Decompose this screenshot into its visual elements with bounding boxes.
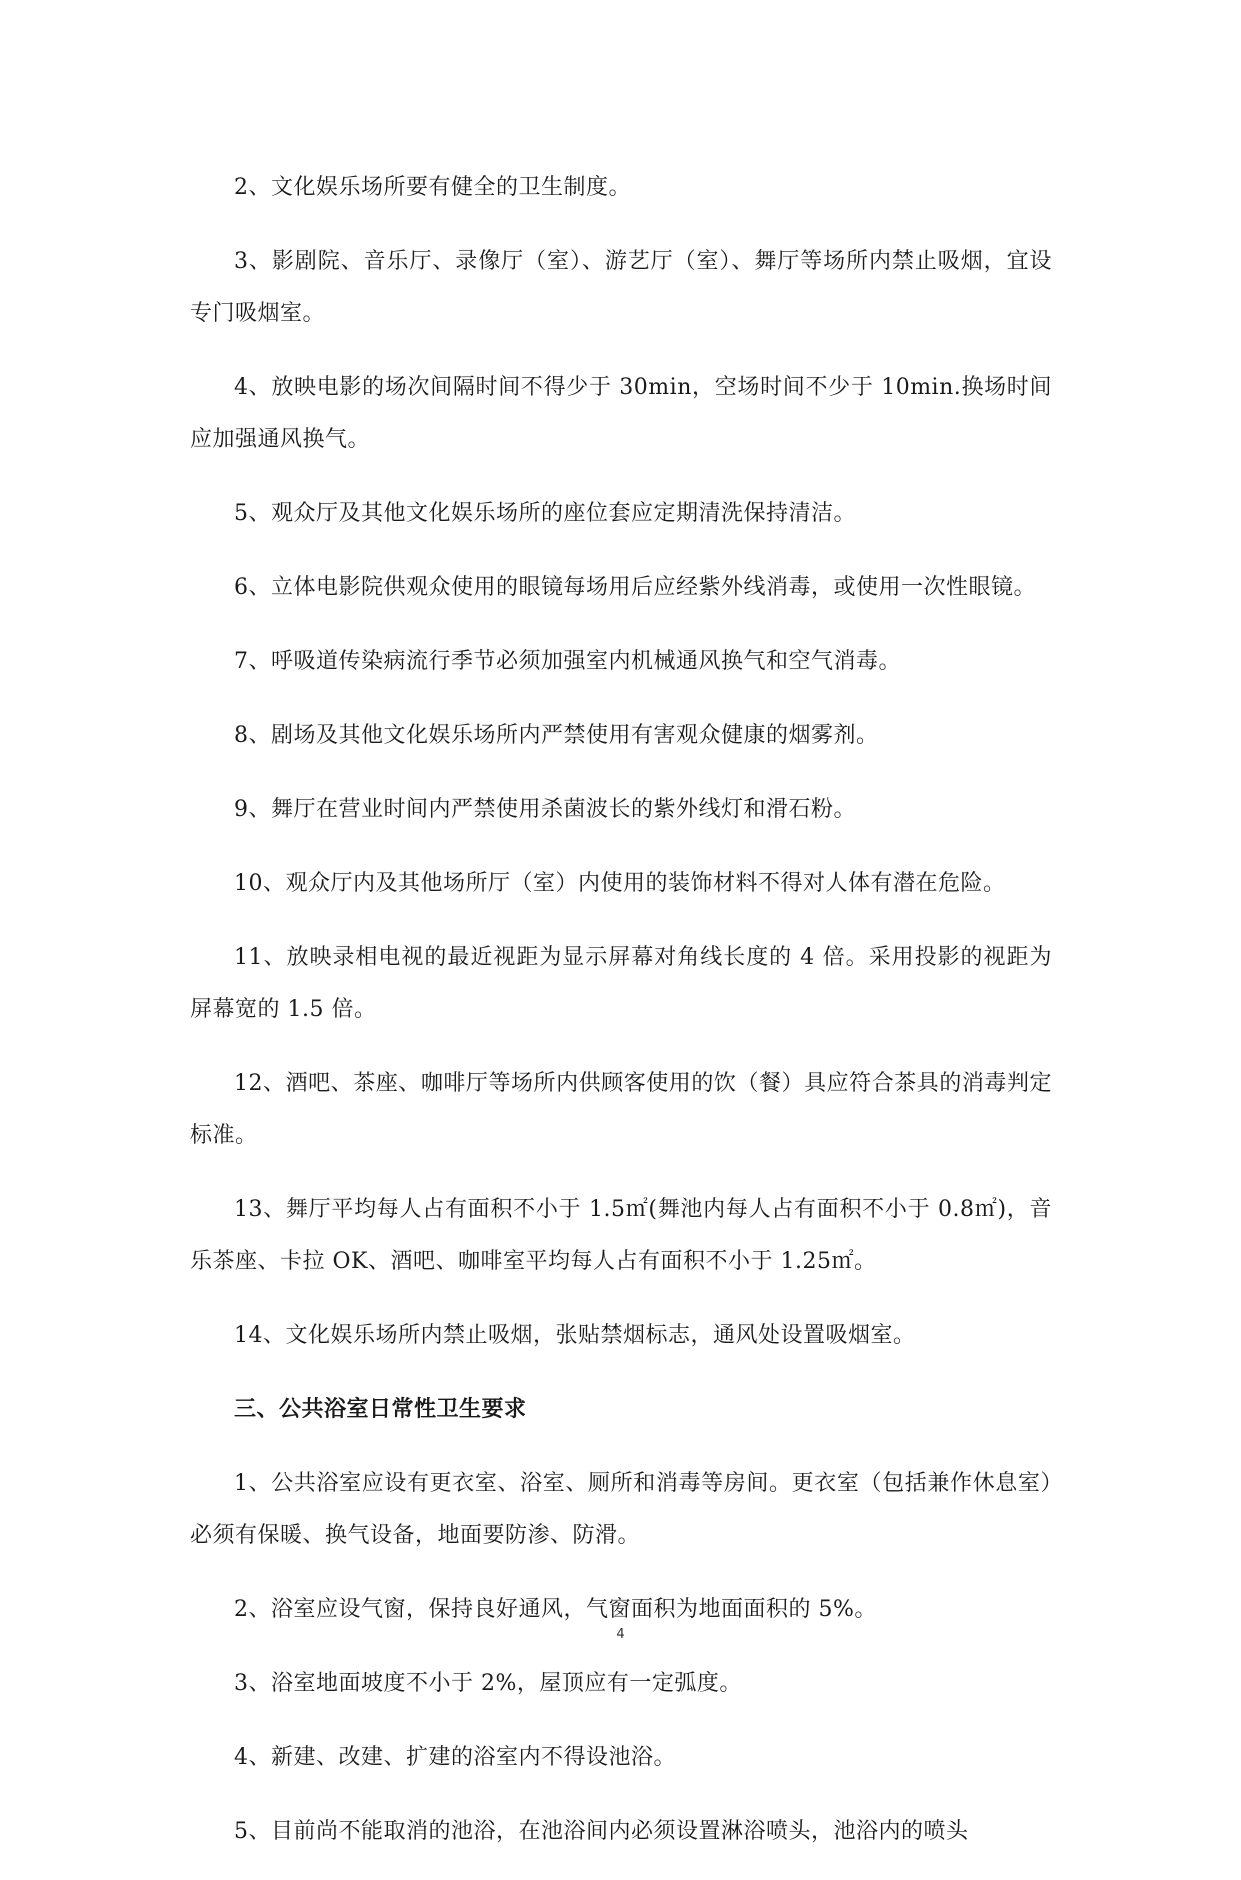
bath-paragraph-item-5: 5、目前尚不能取消的池浴，在池浴间内必须设置淋浴喷头，池浴内的喷头 [234, 1819, 969, 1844]
paragraph-item-5: 5、观众厅及其他文化娱乐场所的座位套应定期清洗保持清洁。 [234, 501, 856, 526]
document-body [190, 162, 1052, 1880]
paragraph-item-6: 6、立体电影院供观众使用的眼镜每场用后应经紫外线消毒，或使用一次性眼镜。 [234, 575, 1036, 600]
paragraph-item-10: 10、观众厅内及其他场所厅（室）内使用的装饰材料不得对人体有潜在危险。 [234, 871, 1006, 896]
paragraph-item-7: 7、呼吸道传染病流行季节必须加强室内机械通风换气和空气消毒。 [234, 649, 901, 674]
page-number: 4 [616, 1627, 625, 1642]
bath-paragraph-item-2: 2、浴室应设气窗，保持良好通风，气窗面积为地面面积的 5%。 [234, 1597, 877, 1622]
paragraph-item-12: 12、酒吧、茶座、咖啡厅等场所内供顾客使用的饮（餐）具应符合茶具的消毒判定标准。 [190, 1071, 1052, 1148]
bath-paragraph-item-4: 4、新建、改建、扩建的浴室内不得设池浴。 [234, 1745, 676, 1770]
paragraph-item-2: 2、文化娱乐场所要有健全的卫生制度。 [234, 175, 631, 200]
paragraph-item-3: 3、影剧院、音乐厅、录像厅（室）、游艺厅（室）、舞厅等场所内禁止吸烟，宜设专门吸烟室。 [190, 249, 1052, 326]
bath-paragraph-item-1: 1、公共浴室应设有更衣室、浴室、厕所和消毒等房间。更衣室（包括兼作休息室）必须有保暖、换气设备，地面要防渗、防滑。 [190, 1471, 1052, 1548]
paragraph-item-11: 11、放映录相电视的最近视距为显示屏幕对角线长度的 4 倍。采用投影的视距为屏幕宽的 1.5 倍。 [190, 945, 1052, 1022]
paragraph-item-8: 8、剧场及其他文化娱乐场所内严禁使用有害观众健康的烟雾剂。 [234, 723, 879, 748]
paragraph-item-9: 9、舞厅在营业时间内严禁使用杀菌波长的紫外线灯和滑石粉。 [234, 797, 856, 822]
section-heading-public-bath: 三、公共浴室日常性卫生要求 [234, 1397, 527, 1422]
bath-paragraph-item-3: 3、浴室地面坡度不小于 2%，屋顶应有一定弧度。 [234, 1671, 742, 1696]
paragraph-item-14: 14、文化娱乐场所内禁止吸烟，张贴禁烟标志，通风处设置吸烟室。 [234, 1323, 916, 1348]
paragraph-item-13: 13、舞厅平均每人占有面积不小于 1.5㎡(舞池内每人占有面积不小于 0.8㎡)，音乐茶座、卡拉 OK、酒吧、咖啡室平均每人占有面积不小于 1.25㎡。 [190, 1197, 1052, 1274]
paragraph-item-4: 4、放映电影的场次间隔时间不得少于 30min，空场时间不少于 10min.换场时间应加强通风换气。 [190, 375, 1052, 452]
